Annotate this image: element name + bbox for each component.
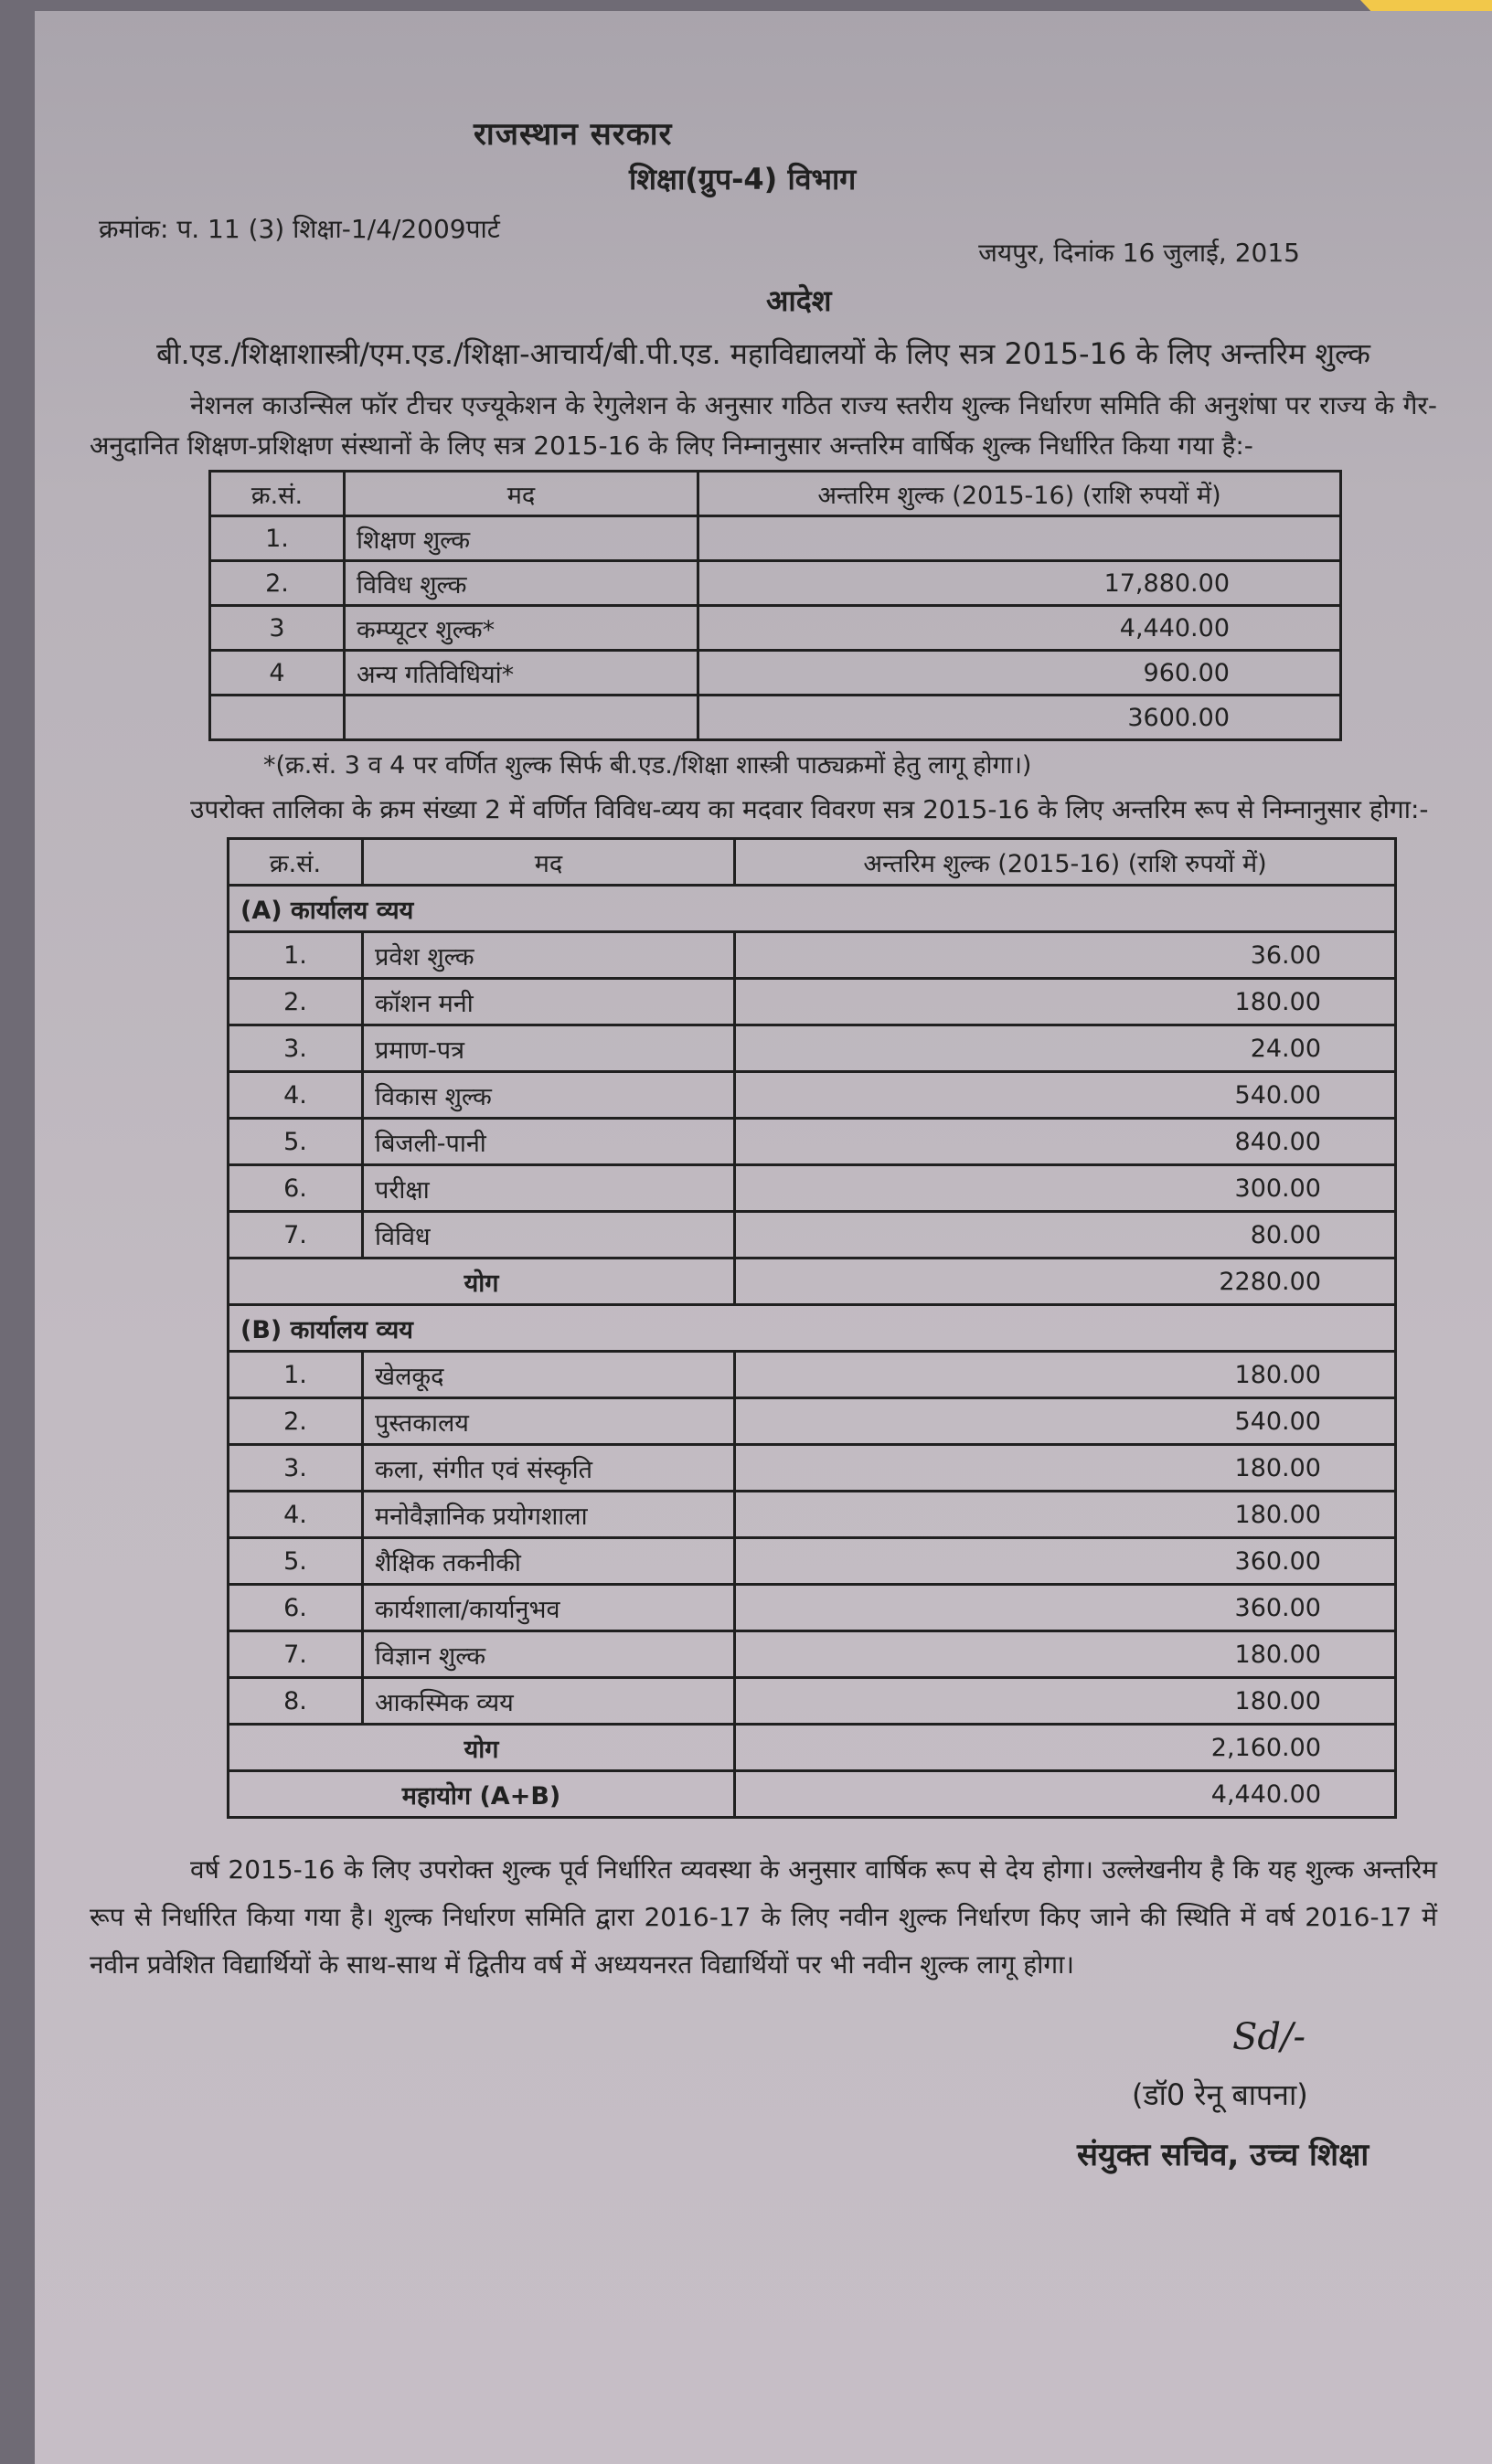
table-header-row: [229, 839, 1396, 886]
row-item: विकास शुल्क: [363, 1072, 735, 1119]
grand-total-row: [229, 1771, 1396, 1818]
row-serial: 1.: [229, 1352, 363, 1398]
table-row: [229, 1352, 1396, 1398]
row-serial: 1.: [210, 516, 345, 561]
subtotal-b-row: [229, 1725, 1396, 1771]
table-row: [210, 516, 1341, 561]
row-item: कम्प्यूटर शुल्क*: [345, 606, 698, 651]
row-amount: 540.00: [735, 1072, 1396, 1119]
row-amount: 24.00: [735, 1025, 1396, 1072]
row-item: [345, 696, 698, 740]
row-serial: 4.: [229, 1072, 363, 1119]
row-item: पुस्तकालय: [363, 1398, 735, 1445]
row-item: विज्ञान शुल्क: [363, 1631, 735, 1678]
grand-total-row-label: महायोग (A+B): [229, 1771, 735, 1818]
row-serial: 2.: [210, 561, 345, 606]
reference-row: [90, 211, 1437, 270]
header-amount: अन्तरिम शुल्क (2015-16) (राशि रुपयों में): [735, 839, 1396, 886]
misc-fee-breakup-table: [227, 837, 1397, 1819]
table-row: [229, 1585, 1396, 1631]
row-serial: 2.: [229, 1398, 363, 1445]
row-item: विविध: [363, 1212, 735, 1259]
row-item: कला, संगीत एवं संस्कृति: [363, 1445, 735, 1492]
row-item: विविध शुल्क: [345, 561, 698, 606]
grand-total-row-amount: 4,440.00: [735, 1771, 1396, 1818]
document-page: [35, 11, 1492, 2464]
row-amount: 36.00: [735, 932, 1396, 979]
row-item: मनोवैज्ञानिक प्रयोगशाला: [363, 1492, 735, 1538]
row-amount: 960.00: [698, 651, 1341, 696]
subtotal-a-row-label: योग: [229, 1259, 735, 1305]
row-item: खेलकूद: [363, 1352, 735, 1398]
section-a-row-label: (A) कार्यालय व्यय: [229, 886, 1396, 932]
row-item: प्रवेश शुल्क: [363, 932, 735, 979]
table-row: [210, 651, 1341, 696]
subtotal-a-row-amount: 2280.00: [735, 1259, 1396, 1305]
order-date: जयपुर, दिनांक 16 जुलाई, 2015: [978, 238, 1300, 268]
section-a-row: [229, 886, 1396, 932]
table-row: [229, 979, 1396, 1025]
row-item: प्रमाण-पत्र: [363, 1025, 735, 1072]
row-serial: 5.: [229, 1538, 363, 1585]
table-row: [229, 1165, 1396, 1212]
row-serial: 3.: [229, 1025, 363, 1072]
table-row: [229, 1072, 1396, 1119]
row-serial: 3: [210, 606, 345, 651]
row-amount: 80.00: [735, 1212, 1396, 1259]
row-item: आकस्मिक व्यय: [363, 1678, 735, 1725]
table-row: [210, 606, 1341, 651]
table-row: [229, 1212, 1396, 1259]
row-serial: 7.: [229, 1631, 363, 1678]
row-item: कार्यशाला/कार्यानुभव: [363, 1585, 735, 1631]
row-serial: 4: [210, 651, 345, 696]
intro-paragraph: नेशनल काउन्सिल फॉर टीचर एज्यूकेशन के रेगुलेशन के अनुसार गठित राज्य स्तरीय शुल्क निर्धारण समिति की अनुशंषा पर राज्य के गैर-अनुदानित शिक्षण-प्रशिक्षण संस्थानों के लिए सत्र 2015-16 के लिए निम्नानुसार अन्तरिम वार्षिक शुल्क निर्धारित किया गया है:-: [90, 390, 1437, 461]
row-item: शिक्षण शुल्क: [345, 516, 698, 561]
row-serial: 1.: [229, 932, 363, 979]
row-serial: 5.: [229, 1119, 363, 1165]
table-row: [229, 1538, 1396, 1585]
row-amount: 840.00: [735, 1119, 1396, 1165]
row-serial: 8.: [229, 1678, 363, 1725]
row-amount: 4,440.00: [698, 606, 1341, 651]
row-amount: 17,880.00: [698, 561, 1341, 606]
row-serial: 2.: [229, 979, 363, 1025]
header-item: मद: [345, 472, 698, 516]
subtotal-b-row-label: योग: [229, 1725, 735, 1771]
row-serial: 4.: [229, 1492, 363, 1538]
table-row: [229, 1025, 1396, 1072]
row-amount: 180.00: [735, 979, 1396, 1025]
order-title: आदेश: [766, 283, 832, 318]
reference-number: क्रमांक: प. 11 (3) शिक्षा-1/4/2009पार्ट: [99, 214, 500, 244]
row-serial: 3.: [229, 1445, 363, 1492]
table-row: [229, 1119, 1396, 1165]
section-b-row: [229, 1305, 1396, 1352]
row-item: परीक्षा: [363, 1165, 735, 1212]
row-amount: 360.00: [735, 1538, 1396, 1585]
header-item: मद: [363, 839, 735, 886]
row-amount: 180.00: [735, 1492, 1396, 1538]
row-item: कॉशन मनी: [363, 979, 735, 1025]
footnote: *(क्र.सं. 3 व 4 पर वर्णित शुल्क सिर्फ बी.एड./शिक्षा शास्त्री पाठ्यक्रमों हेतु लागू होगा।): [263, 751, 1032, 780]
table-row: [229, 1631, 1396, 1678]
signatory-title: संयुक्त सचिव, उच्च शिक्षा: [1077, 2137, 1369, 2173]
breakup-paragraph: उपरोक्त तालिका के क्रम संख्या 2 में वर्णित विविध-व्यय का मदवार विवरण सत्र 2015-16 के लिए अन्तरिम रूप से निम्नानुसार होगा:-: [190, 794, 1429, 824]
row-item: बिजली-पानी: [363, 1119, 735, 1165]
row-item: शैक्षिक तकनीकी: [363, 1538, 735, 1585]
subject-line: बी.एड./शिक्षाशास्त्री/एम.एड./शिक्षा-आचार्य/बी.पी.एड. महाविद्यालयों के लिए सत्र 2015-16 के लिए अन्तरिम शुल्क: [156, 336, 1370, 371]
row-amount: 180.00: [735, 1445, 1396, 1492]
subtotal-b-row-amount: 2,160.00: [735, 1725, 1396, 1771]
header-amount: अन्तरिम शुल्क (2015-16) (राशि रुपयों में): [698, 472, 1341, 516]
row-serial: 6.: [229, 1165, 363, 1212]
signatory-name: (डॉ0 रेनू बापना): [1132, 2077, 1308, 2112]
table-header-row: [210, 472, 1341, 516]
header-serial: क्र.सं.: [229, 839, 363, 886]
table-row: [229, 1492, 1396, 1538]
table-row: [229, 932, 1396, 979]
table-row: [229, 1445, 1396, 1492]
subtotal-a-row: [229, 1259, 1396, 1305]
signature-mark: Sd/-: [1232, 2016, 1306, 2058]
row-amount: 360.00: [735, 1585, 1396, 1631]
row-amount: 180.00: [735, 1631, 1396, 1678]
header-serial: क्र.सं.: [210, 472, 345, 516]
table-row: [210, 696, 1341, 740]
row-item: अन्य गतिविधियां*: [345, 651, 698, 696]
department-heading: शिक्षा(ग्रुप-4) विभाग: [629, 162, 857, 196]
section-b-row-label: (B) कार्यालय व्यय: [229, 1305, 1396, 1352]
row-serial: 6.: [229, 1585, 363, 1631]
row-amount: 180.00: [735, 1352, 1396, 1398]
row-amount: [698, 516, 1341, 561]
closing-paragraph: वर्ष 2015-16 के लिए उपरोक्त शुल्क पूर्व निर्धारित व्यवस्था के अनुसार वार्षिक रूप से देय होगा। उल्लेखनीय है कि यह शुल्क अन्तरिम रूप से निर्धारित किया गया है। शुल्क निर्धारण समिति द्वारा 2016-17 के लिए नवीन शुल्क निर्धारण किए जाने की स्थिति में वर्ष 2016-17 में नवीन प्रवेशित विद्यार्थियों के साथ-साथ में द्वितीय वर्ष में अध्ययनरत विद्यार्थियों पर भी नवीन शुल्क लागू होगा।: [90, 1854, 1437, 1980]
row-serial: 7.: [229, 1212, 363, 1259]
govt-heading: राजस्थान सरकार: [474, 116, 673, 153]
row-amount: 300.00: [735, 1165, 1396, 1212]
row-amount: 540.00: [735, 1398, 1396, 1445]
row-amount: 3600.00: [698, 696, 1341, 740]
table-row: [229, 1678, 1396, 1725]
row-serial: [210, 696, 345, 740]
interim-fee-table: [208, 470, 1342, 741]
table-row: [210, 561, 1341, 606]
table-row: [229, 1398, 1396, 1445]
row-amount: 180.00: [735, 1678, 1396, 1725]
